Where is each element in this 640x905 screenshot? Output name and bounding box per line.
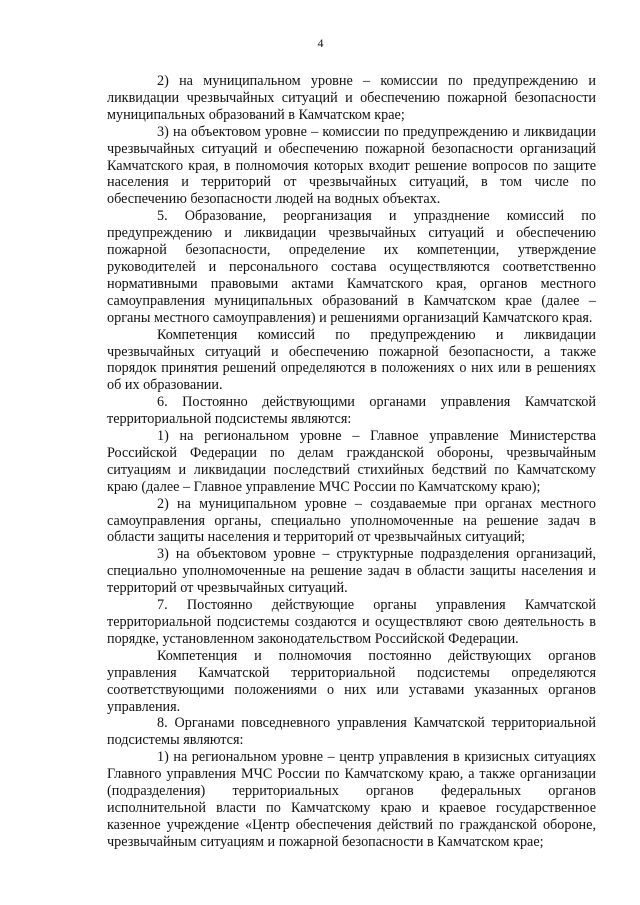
paragraph: Компетенция и полномочия постоянно действующих органов управления Камчатской территориальной подсистемы определяются соответствующими положениями о них или уставами указанных органов управления. [107,647,596,715]
paragraph: 3) на объектовом уровне – комиссии по предупреждению и ликвидации чрезвычайных ситуаций и обеспечению пожарной безопасности организаций Камчатского края, в полномочия которых входит решение вопросов по защите населения и территорий от чрезвычайных ситуаций, в том числе по обеспечению безопасности людей на водных объектах. [107,123,596,208]
document-body [107,73,596,851]
paragraph: 1) на региональном уровне – центр управления в кризисных ситуациях Главного управления МЧС России по Камчатскому краю, а также организации (подразделения) территориальных органов федеральных органов исполнительной власти по Камчатскому краю и краевое государственное казенное учреждение «Центр обеспечения действий по гражданской обороне, чрезвычайным ситуациям и пожарной безопасности в Камчатском крае; [107,749,596,850]
page-number: 4 [317,36,324,50]
paragraph: 8. Органами повседневного управления Камчатской территориальной подсистемы являются: [107,715,596,749]
paragraph: 1) на региональном уровне – Главное управление Министерства Российской Федерации по делам гражданской обороны, чрезвычайным ситуациям и ликвидации последствий стихийных бедствий по Камчатскому краю (далее – Главное управление МЧС России по Камчатскому краю); [107,428,596,495]
paragraph: 2) на муниципальном уровне – создаваемые при органах местного самоуправления органы, специально уполномоченные на решение задач в области защиты населения и территорий от чрезвычайных ситуаций; [107,495,596,546]
paragraph: 2) на муниципальном уровне – комиссии по предупреждению и ликвидации чрезвычайных ситуаций и обеспечению пожарной безопасности муниципальных образований в Камчатском крае; [107,73,596,123]
paragraph: 6. Постоянно действующими органами управления Камчатской территориальной подсистемы являются: [107,394,596,428]
paragraph: 5. Образование, реорганизация и упразднение комиссий по предупреждению и ликвидации чрезвычайных ситуаций и обеспечению пожарной безопасности, определение их компетенции, утверждение руководителей и персонального состава осуществляются соответственно нормативными правовыми актами Камчатского края, органов местного самоуправления муниципальных образований в Камчатском крае (далее – органы местного самоуправления) и решениями организаций Камчатского края. [107,208,596,326]
paragraph: Компетенция комиссий по предупреждению и ликвидации чрезвычайных ситуаций и обеспечению пожарной безопасности, а также порядок принятия решений определяются в положениях о них или в решениях об их образовании. [107,326,596,394]
paragraph: 7. Постоянно действующие органы управления Камчатской территориальной подсистемы создаются и осуществляют свою деятельность в порядке, установленном законодательством Российской Федерации. [107,597,596,647]
paragraph: 3) на объектовом уровне – структурные подразделения организаций, специально уполномоченные на решение задач в области защиты населения и территорий от чрезвычайных ситуаций. [107,546,596,597]
